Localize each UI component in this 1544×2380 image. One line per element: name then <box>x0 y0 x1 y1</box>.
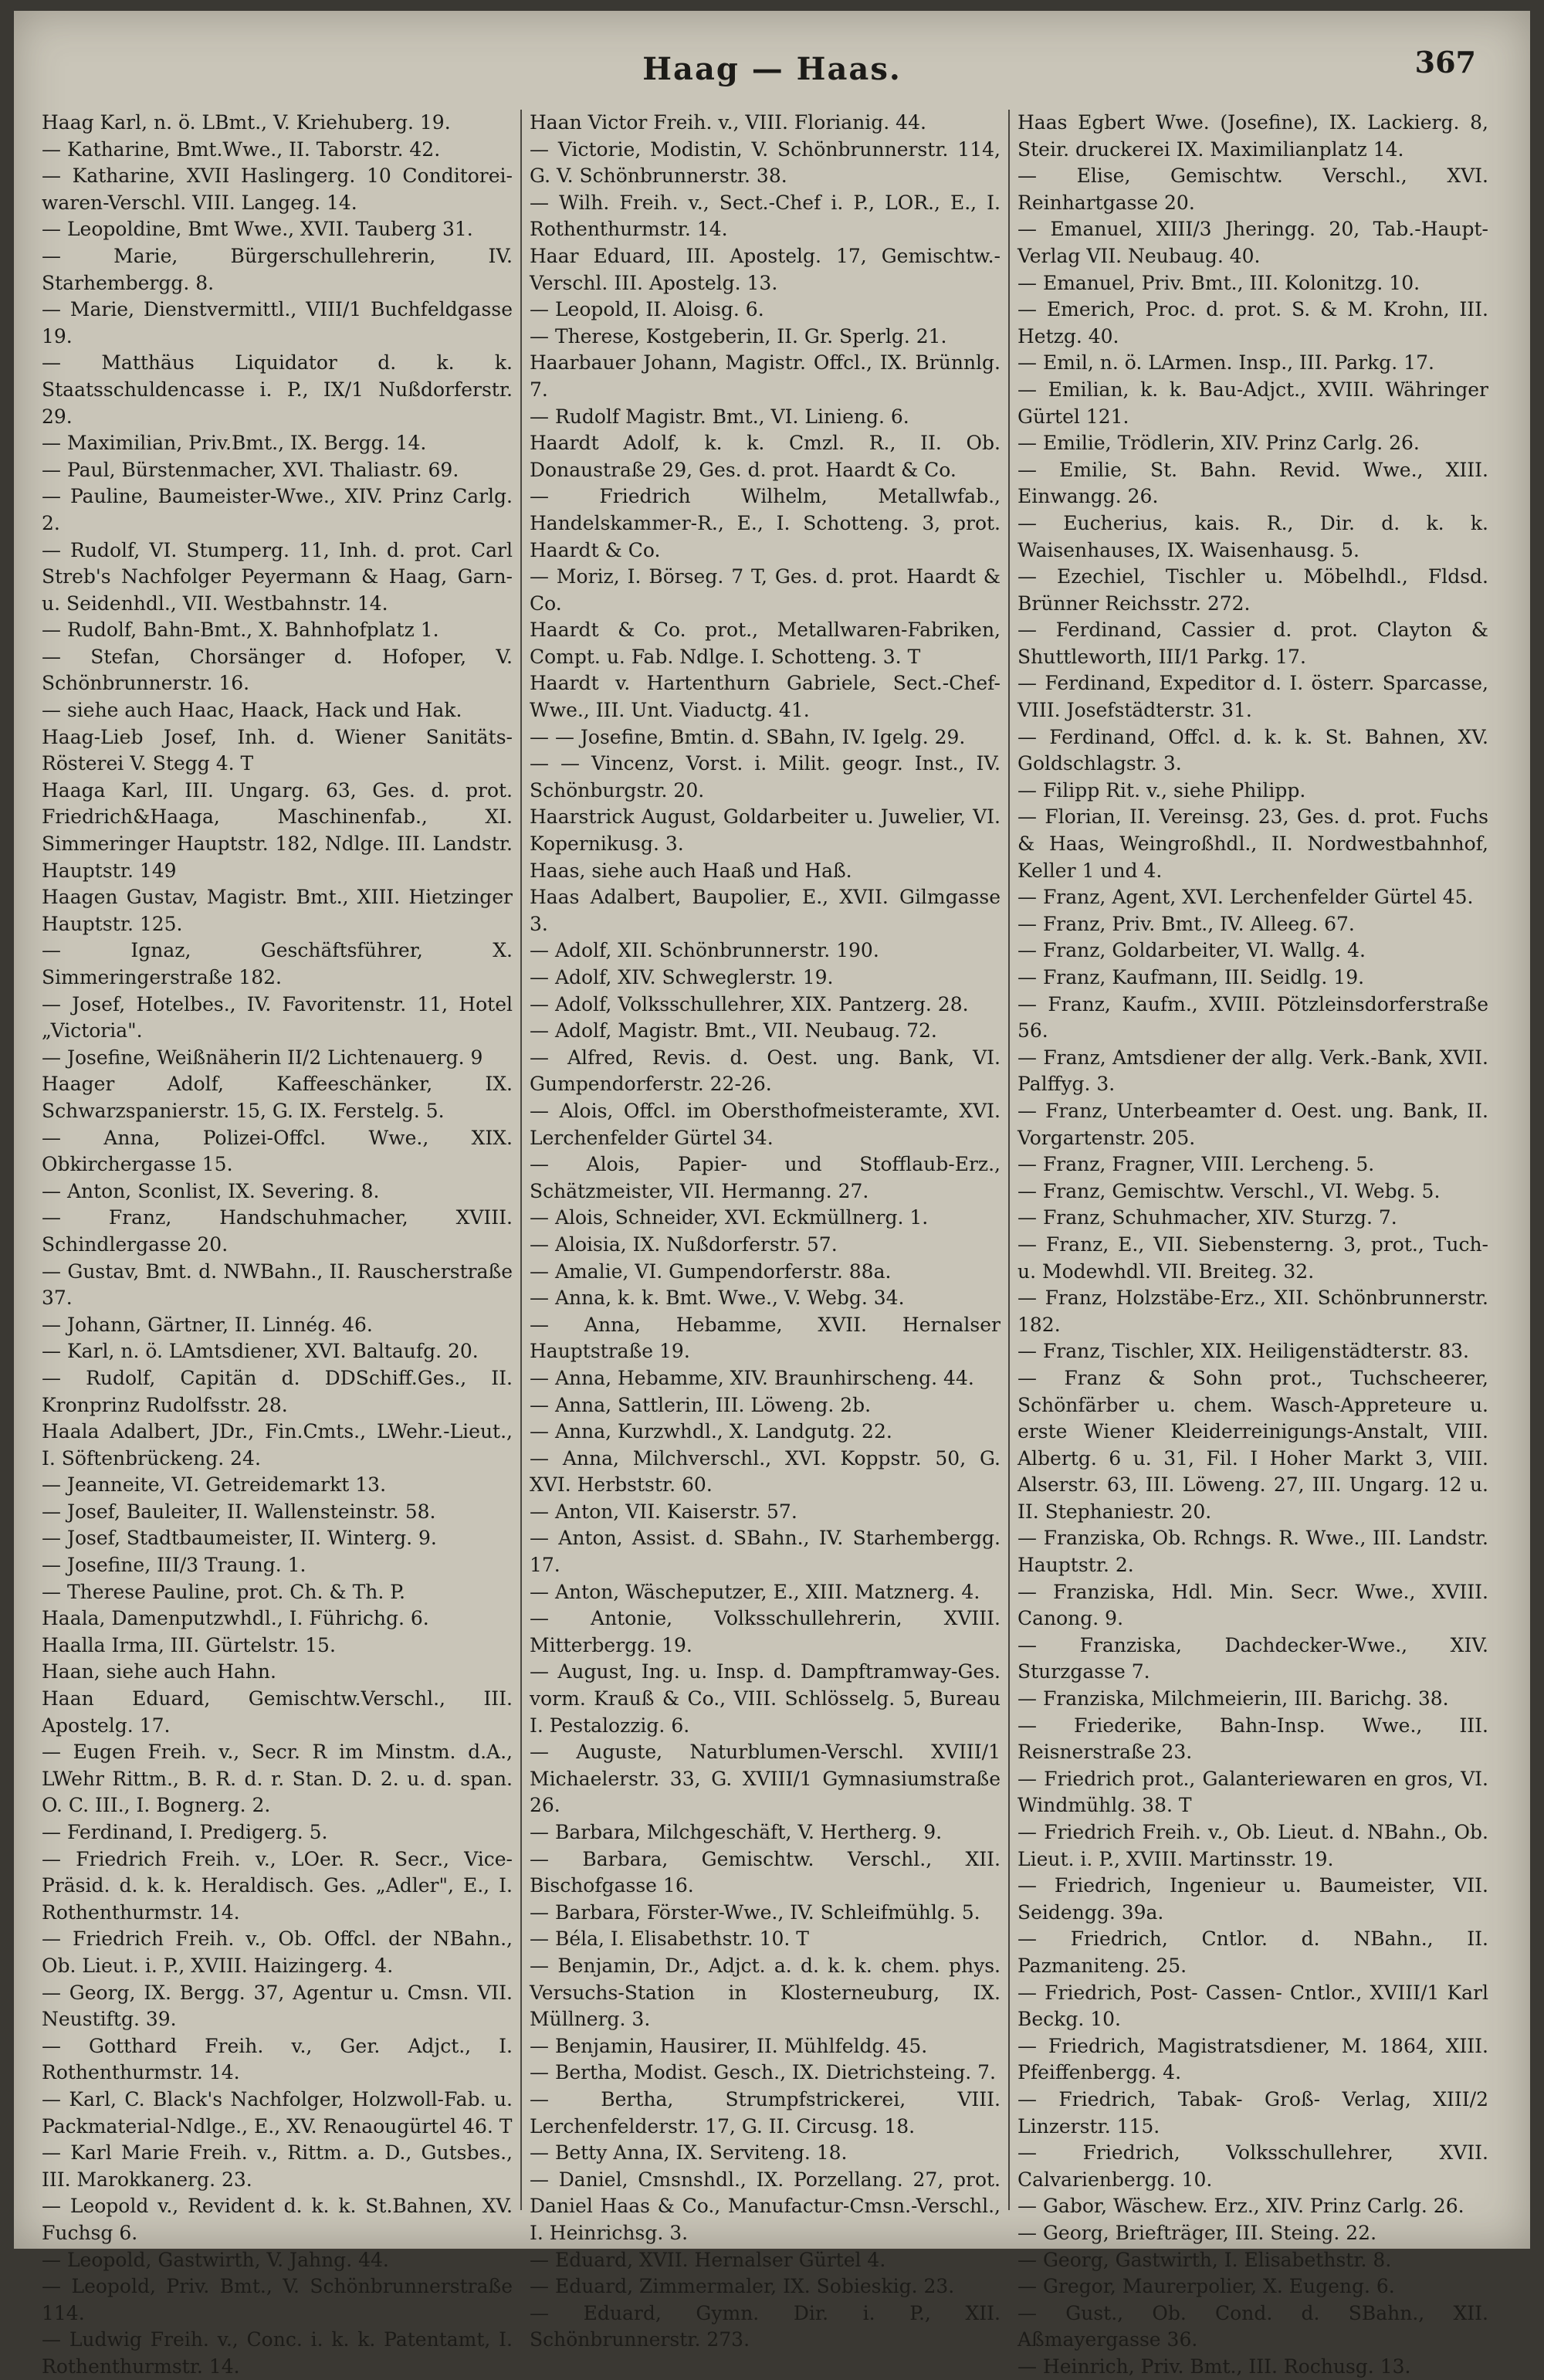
directory-entry: — Friedrich, Cntlor. d. NBahn., II. Pazmaniteng. 25. <box>1017 1927 1488 1977</box>
directory-entry: — Franz, Gemischtw. Verschl., VI. Webg. 5. <box>1017 1179 1441 1202</box>
directory-entry: — Karl Marie Freih. v., Rittm. a. D., Gutsbes., III. Marokkanerg. 23. <box>42 2141 513 2191</box>
directory-entry: — Josefine, III/3 Traung. 1. <box>42 1554 306 1577</box>
directory-entry: — Bertha, Strumpfstrickerei, VIII. Lerchenfelderstr. 17, G. II. Circusg. 18. <box>530 2087 1001 2138</box>
directory-entry: — Josef, Stadtbaumeister, II. Winterg. 9. <box>42 1527 437 1550</box>
directory-entry: — Friedrich, Volksschullehrer, XVII. Calvarienbergg. 10. <box>1017 2141 1488 2191</box>
directory-entry: — Friedrich Freih. v., Ob. Offcl. der NBahn., Ob. Lieut. i. P., XVIII. Haizingerg. 4. <box>42 1927 513 1977</box>
directory-entry: — Emilian, k. k. Bau-Adjct., XVIII. Währinger Gürtel 121. <box>1017 378 1488 428</box>
directory-entry: Haan Victor Freih. v., VIII. Florianig. 44. <box>530 111 926 134</box>
directory-entry: — Emanuel, XIII/3 Jheringg. 20, Tab.-Haupt-Verlag VII. Neubaug. 40. <box>1017 218 1488 267</box>
directory-entry: — Gabor, Wäschew. Erz., XIV. Prinz Carlg. 26. <box>1017 2195 1464 2218</box>
directory-entry: — Anton, VII. Kaiserstr. 57. <box>530 1500 797 1523</box>
directory-entry: — Friedrich, Magistratsdiener, M. 1864, XIII. Pfeiffenbergg. 4. <box>1017 2034 1488 2084</box>
directory-entry: — Ludwig Freih. v., Conc. i. k. k. Patentamt, I. Rothenthurmstr. 14. <box>42 2328 513 2378</box>
directory-entry: — Filipp Rit. v., siehe Philipp. <box>1017 778 1306 802</box>
directory-entry: — Karl, n. ö. LAmtsdiener, XVI. Baltaufg. 20. <box>42 1340 479 1363</box>
directory-entry: — Gotthard Freih. v., Ger. Adjct., I. Rothenthurmstr. 14. <box>42 2034 513 2084</box>
directory-entry: — Heinrich, Priv. Bmt., III. Rochusg. 13. <box>1017 2355 1411 2378</box>
directory-entry: — Daniel, Cmsnshdl., IX. Porzellang. 27, prot. Daniel Haas & Co., Manufactur-Cmsn.-Verschl., I. Heinrichsg. 3. <box>530 2168 1001 2244</box>
directory-entry: — Franz, Kaufmann, III. Seidlg. 19. <box>1017 966 1365 988</box>
directory-entry: Haas, siehe auch Haaß und Haß. <box>530 859 852 882</box>
directory-entry: — Benjamin, Dr., Adjct. a. d. k. k. chem. phys. Versuchs-Station in Klosterneuburg, IX. Müllnerg. 3. <box>530 1954 1001 2031</box>
directory-entry: — Anna, Hebamme, XVII. Hernalser Hauptstraße 19. <box>530 1313 1001 1363</box>
directory-entry: — Pauline, Baumeister-Wwe., XIV. Prinz Carlg. 2. <box>42 485 513 534</box>
directory-entry: — Gregor, Maurerpolier, X. Eugeng. 6. <box>1017 2275 1395 2298</box>
directory-entry: — Florian, II. Vereinsg. 23, Ges. d. prot. Fuchs & Haas, Weingroßhdl., II. Nordwestbahnhof, Keller 1 und 4. <box>1017 805 1488 882</box>
directory-entry: Haan, siehe auch Hahn. <box>42 1660 276 1683</box>
directory-entry: — Alois, Papier- und Stofflaub-Erz., Schätzmeister, VII. Hermanng. 27. <box>530 1153 1001 1202</box>
column-1 <box>42 110 513 2380</box>
directory-entry: — Ferdinand, I. Predigerg. 5. <box>42 1821 328 1843</box>
directory-entry: — Anton, Assist. d. SBahn., IV. Starhembergg. 17. <box>530 1527 1001 1577</box>
directory-entry: — Antonie, Volksschullehrerin, XVIII. Mitterbergg. 19. <box>530 1607 1001 1656</box>
directory-entry: — August, Ing. u. Insp. d. Dampftramway-Ges. vorm. Krauß & Co., VIII. Schlösselg. 5, Bureau I. Pestalozzig. 6. <box>530 1660 1001 1737</box>
directory-entry: — Friederike, Bahn-Insp. Wwe., III. Reisnerstraße 23. <box>1017 1714 1488 1764</box>
directory-entry: — Eucherius, kais. R., Dir. d. k. k. Waisenhauses, IX. Waisenhausg. 5. <box>1017 511 1488 561</box>
directory-entry: — Marie, Dienstvermittl., VIII/1 Buchfeldgasse 19. <box>42 298 513 348</box>
directory-entry: — Katharine, Bmt.Wwe., II. Taborstr. 42. <box>42 137 441 161</box>
directory-entry: — Alois, Offcl. im Obersthofmeisteramte, XVI. Lerchenfelder Gürtel 34. <box>530 1099 1001 1149</box>
directory-entry: — Emerich, Proc. d. prot. S. & M. Krohn, III. Hetzg. 40. <box>1017 298 1488 348</box>
directory-entry: — siehe auch Haac, Haack, Hack und Hak. <box>42 699 462 722</box>
directory-entry: — Karl, C. Black's Nachfolger, Holzwoll-Fab. u. Packmaterial-Ndlge., E., XV. Renaougürtel 46. T <box>42 2087 513 2138</box>
directory-entry: — Leopold, Priv. Bmt., V. Schönbrunnerstraße 114. <box>42 2275 513 2324</box>
directory-entry: — Moriz, I. Börseg. 7 T, Ges. d. prot. Haardt & Co. <box>530 565 1001 615</box>
directory-entry: — Emil, n. ö. LArmen. Insp., III. Parkg. 17. <box>1017 351 1434 375</box>
directory-entry: — — Josefine, Bmtin. d. SBahn, IV. Igelg. 29. <box>530 725 966 748</box>
directory-entry: — Wilh. Freih. v., Sect.-Chef i. P., LOR., E., I. Rothenthurmstr. 14. <box>530 191 1001 241</box>
directory-entry: — Leopold, Gastwirth, V. Jahng. 44. <box>42 2248 389 2271</box>
directory-entry: — Franz, Goldarbeiter, VI. Wallg. 4. <box>1017 939 1366 962</box>
directory-entry: — Friedrich Freih. v., LOer. R. Secr., Vice-Präsid. d. k. k. Heraldisch. Ges. „Adler", E., I. Rothenthurmstr. 14. <box>42 1847 513 1924</box>
directory-entry: — Franz, Unterbeamter d. Oest. ung. Bank, II. Vorgartenstr. 205. <box>1017 1099 1488 1149</box>
directory-entry: — Maximilian, Priv.Bmt., IX. Bergg. 14. <box>42 432 427 455</box>
directory-entry: — Friedrich, Ingenieur u. Baumeister, VII. Seidengg. 39a. <box>1017 1874 1488 1924</box>
directory-entry: — Anna, k. k. Bmt. Wwe., V. Webg. 34. <box>530 1287 905 1310</box>
directory-entry: — Eduard, Zimmermaler, IX. Sobieskig. 23. <box>530 2275 955 2298</box>
column-2 <box>530 110 1001 2354</box>
directory-entry: Haas Egbert Wwe. (Josefine), IX. Lackierg. 8, Steir. druckerei IX. Maximilianplatz 14. <box>1017 111 1488 161</box>
directory-entry: — Gust., Ob. Cond. d. SBahn., XII. Aßmayergasse 36. <box>1017 2301 1488 2351</box>
directory-entry: — Eduard, XVII. Hernalser Gürtel 4. <box>530 2248 886 2271</box>
directory-entry: — Emilie, Trödlerin, XIV. Prinz Carlg. 26. <box>1017 432 1420 455</box>
directory-entry: — Franziska, Dachdecker-Wwe., XIV. Sturzgasse 7. <box>1017 1633 1488 1683</box>
directory-entry: — Paul, Bürstenmacher, XVI. Thaliastr. 69. <box>42 458 459 481</box>
directory-entry: — Leopoldine, Bmt Wwe., XVII. Tauberg 31. <box>42 218 473 241</box>
directory-entry: — Barbara, Milchgeschäft, V. Hertherg. 9. <box>530 1821 943 1843</box>
directory-entry: — Emilie, St. Bahn. Revid. Wwe., XIII. Einwangg. 26. <box>1017 458 1488 508</box>
directory-entry: — Katharine, XVII Haslingerg. 10 Conditorei-waren-Verschl. VIII. Langeg. 14. <box>42 164 513 214</box>
directory-entry: — Benjamin, Hausirer, II. Mühlfeldg. 45. <box>530 2034 928 2057</box>
page-number: 367 <box>1414 45 1476 80</box>
directory-entry: — Adolf, Volksschullehrer, XIX. Pantzerg. 28. <box>530 992 969 1015</box>
directory-entry: — Johann, Gärtner, II. Linnég. 46. <box>42 1313 373 1336</box>
directory-entry: — Marie, Bürgerschullehrerin, IV. Starhembergg. 8. <box>42 244 513 294</box>
directory-entry: — Franz, Schuhmacher, XIV. Sturzg. 7. <box>1017 1206 1397 1229</box>
directory-page <box>14 11 1530 2378</box>
directory-entry: — Anna, Polizei-Offcl. Wwe., XIX. Obkirchergasse 15. <box>42 1126 513 1176</box>
directory-entry: — Franz, Amtsdiener der allg. Verk.-Bank, XVII. Palffyg. 3. <box>1017 1046 1488 1096</box>
directory-entry: — Franz, Agent, XVI. Lerchenfelder Gürtel 45. <box>1017 886 1474 909</box>
directory-entry: — Leopold v., Revident d. k. k. St.Bahnen, XV. Fuchsg 6. <box>42 2195 513 2244</box>
directory-entry: — Ferdinand, Cassier d. prot. Clayton & Shuttleworth, III/1 Parkg. 17. <box>1017 619 1488 668</box>
directory-entry: — Adolf, XIV. Schweglerstr. 19. <box>530 966 834 988</box>
directory-entry: Haag-Lieb Josef, Inh. d. Wiener Sanitäts-Rösterei V. Stegg 4. T <box>42 725 513 775</box>
directory-entry: Haager Adolf, Kaffeeschänker, IX. Schwarzspanierstr. 15, G. IX. Ferstelg. 5. <box>42 1073 513 1122</box>
directory-entry: — Auguste, Naturblumen-Verschl. XVIII/1 Michaelerstr. 33, G. XVIII/1 Gymnasiumstraße 26. <box>530 1741 1001 1817</box>
directory-entry: Haala, Damenputzwhdl., I. Führichg. 6. <box>42 1607 429 1630</box>
column-divider <box>1008 110 1010 2210</box>
directory-entry: — Eugen Freih. v., Secr. R im Minstm. d.A., LWehr Rittm., B. R. d. r. Stan. D. 2. u. d. span. O. C. III., I. Bognerg. 2. <box>42 1741 513 1817</box>
directory-entry: — Franz, E., VII. Siebensterng. 3, prot., Tuch- u. Modewhdl. VII. Breiteg. 32. <box>1017 1232 1488 1283</box>
directory-entry: — Béla, I. Elisabethstr. 10. T <box>530 1927 809 1951</box>
directory-entry: — Franz, Tischler, XIX. Heiligenstädterstr. 83. <box>1017 1340 1469 1363</box>
directory-entry: — Josef, Bauleiter, II. Wallensteinstr. 58. <box>42 1500 436 1523</box>
directory-entry: — Anna, Kurzwhdl., X. Landgutg. 22. <box>530 1420 892 1443</box>
directory-entry: Haala Adalbert, JDr., Fin.Cmts., LWehr.-Lieut., I. Söftenbrückeng. 24. <box>42 1420 513 1470</box>
directory-entry: — Friedrich, Post- Cassen- Cntlor., XVIII/1 Karl Beckg. 10. <box>1017 1981 1488 2031</box>
directory-entry: Haalla Irma, III. Gürtelstr. 15. <box>42 1633 336 1656</box>
directory-entry: — Rudolf Magistr. Bmt., VI. Linieng. 6. <box>530 405 909 428</box>
directory-entry: — Emanuel, Priv. Bmt., III. Kolonitzg. 10. <box>1017 271 1420 294</box>
directory-entry: — Bertha, Modist. Gesch., IX. Dietrichsteing. 7. <box>530 2061 996 2084</box>
directory-entry: — Friedrich prot., Galanteriewaren en gros, VI. Windmühlg. 38. T <box>1017 1767 1488 1817</box>
directory-entry: Haan Eduard, Gemischtw.Verschl., III. Apostelg. 17. <box>42 1687 513 1737</box>
directory-entry: — Georg, IX. Bergg. 37, Agentur u. Cmsn. VII. Neustiftg. 39. <box>42 1981 513 2031</box>
directory-entry: Haag Karl, n. ö. LBmt., V. Kriehuberg. 19. <box>42 111 451 134</box>
directory-entry: Haas Adalbert, Baupolier, E., XVII. Gilmgasse 3. <box>530 886 1001 935</box>
directory-entry: — — Vincenz, Vorst. i. Milit. geogr. Inst., IV. Schönburgstr. 20. <box>530 752 1001 802</box>
directory-entry: — Leopold, II. Aloisg. 6. <box>530 298 764 321</box>
directory-entry: — Rudolf, VI. Stumperg. 11, Inh. d. prot. Carl Streb's Nachfolger Peyermann & Haag, Garn- u. Seidenhdl., VII. Westbahnstr. 14. <box>42 538 513 615</box>
directory-entry: — Georg, Briefträger, III. Steing. 22. <box>1017 2221 1377 2244</box>
directory-entry: — Therese Pauline, prot. Ch. & Th. P. <box>42 1580 405 1603</box>
directory-entry: — Gustav, Bmt. d. NWBahn., II. Rauscherstraße 37. <box>42 1260 513 1310</box>
directory-entry: — Amalie, VI. Gumpendorferstr. 88a. <box>530 1260 892 1283</box>
directory-entry: — Franz, Fragner, VIII. Lercheng. 5. <box>1017 1153 1375 1176</box>
directory-entry: Haardt Adolf, k. k. Cmzl. R., II. Ob. Donaustraße 29, Ges. d. prot. Haardt & Co. <box>530 432 1001 481</box>
directory-entry: — Franziska, Hdl. Min. Secr. Wwe., XVIII. Canong. 9. <box>1017 1580 1488 1630</box>
directory-entry: Haaga Karl, III. Ungarg. 63, Ges. d. prot. Friedrich&Haaga, Maschinenfab., XI. Simmeringer Hauptstr. 182, Ndlge. III. Landstr. Hauptstr. 149 <box>42 778 513 882</box>
directory-entry: — Josefine, Weißnäherin II/2 Lichtenauerg. 9 <box>42 1046 483 1069</box>
directory-entry: — Victorie, Modistin, V. Schönbrunnerstr. 114, G. V. Schönbrunnerstr. 38. <box>530 137 1001 188</box>
directory-entry: — Alois, Schneider, XVI. Eckmüllnerg. 1. <box>530 1206 929 1229</box>
directory-entry: — Elise, Gemischtw. Verschl., XVI. Reinhartgasse 20. <box>1017 164 1488 214</box>
directory-entry: — Ferdinand, Offcl. d. k. k. St. Bahnen, XV. Goldschlagstr. 3. <box>1017 725 1488 775</box>
directory-entry: — Alfred, Revis. d. Oest. ung. Bank, VI. Gumpendorferstr. 22-26. <box>530 1046 1001 1096</box>
directory-entry: — Franz, Priv. Bmt., IV. Alleeg. 67. <box>1017 912 1355 935</box>
directory-entry: — Josef, Hotelbes., IV. Favoritenstr. 11, Hotel „Victoria". <box>42 992 513 1043</box>
directory-entry: — Franz, Kaufm., XVIII. Pötzleinsdorferstraße 56. <box>1017 992 1488 1043</box>
directory-entry: Haardt v. Hartenthurn Gabriele, Sect.-Chef-Wwe., III. Unt. Viaductg. 41. <box>530 672 1001 722</box>
directory-entry: Haarstrick August, Goldarbeiter u. Juwelier, VI. Kopernikusg. 3. <box>530 805 1001 856</box>
directory-entry: — Barbara, Förster-Wwe., IV. Schleifmühlg. 5. <box>530 1900 980 1924</box>
directory-entry: Haarbauer Johann, Magistr. Offcl., IX. Brünnlg. 7. <box>530 351 1001 401</box>
directory-entry: — Anton, Wäscheputzer, E., XIII. Matznerg. 4. <box>530 1580 980 1603</box>
directory-entry: — Adolf, XII. Schönbrunnerstr. 190. <box>530 939 879 962</box>
column-divider <box>520 110 522 2210</box>
directory-entry: — Franziska, Ob. Rchngs. R. Wwe., III. Landstr. Hauptstr. 2. <box>1017 1527 1488 1577</box>
directory-entry: — Franz & Sohn prot., Tuchscheerer, Schönfärber u. chem. Wasch-Appreteure u. erste Wiener Kleiderreinigungs-Anstalt, VIII. Albertg. 6 u. 31, Fil. I Hoher Markt 3, VIII. Alserstr. 63, III. Löweng. 27, III. Ungarg. 12 u. II. Stephaniestr. 20. <box>1017 1366 1488 1523</box>
directory-entry: — Friedrich, Tabak- Groß- Verlag, XIII/2 Linzerstr. 115. <box>1017 2087 1488 2138</box>
directory-entry: — Ferdinand, Expeditor d. I. österr. Sparcasse, VIII. Josefstädterstr. 31. <box>1017 672 1488 722</box>
directory-entry: — Friedrich Freih. v., Ob. Lieut. d. NBahn., Ob. Lieut. i. P., XVIII. Martinsstr. 19. <box>1017 1821 1488 1870</box>
directory-entry: — Anton, Sconlist, IX. Severing. 8. <box>42 1179 380 1202</box>
directory-entry: — Therese, Kostgeberin, II. Gr. Sperlg. 21. <box>530 324 947 348</box>
directory-entry: — Ezechiel, Tischler u. Möbelhdl., Fldsd. Brünner Reichsstr. 272. <box>1017 565 1488 615</box>
directory-entry: — Aloisia, IX. Nußdorferstr. 57. <box>530 1232 838 1256</box>
page-title: Haag — Haas. <box>642 51 902 87</box>
directory-entry: Haar Eduard, III. Apostelg. 17, Gemischtw.-Verschl. III. Apostelg. 13. <box>530 244 1001 294</box>
directory-entry: — Rudolf, Capitän d. DDSchiff.Ges., II. Kronprinz Rudolfsstr. 28. <box>42 1366 513 1416</box>
directory-entry: — Matthäus Liquidator d. k. k. Staatsschuldencasse i. P., IX/1 Nußdorferstr. 29. <box>42 351 513 428</box>
directory-entry: — Friedrich Wilhelm, Metallwfab., Handelskammer-R., E., I. Schotteng. 3, prot. Haardt & Co. <box>530 485 1001 561</box>
directory-entry: — Stefan, Chorsänger d. Hofoper, V. Schönbrunnerstr. 16. <box>42 645 513 695</box>
directory-entry: Haardt & Co. prot., Metallwaren-Fabriken, Compt. u. Fab. Ndlge. I. Schotteng. 3. T <box>530 619 1001 668</box>
directory-entry: — Anna, Hebamme, XIV. Braunhirscheng. 44. <box>530 1366 974 1389</box>
directory-entry: — Jeanneite, VI. Getreidemarkt 13. <box>42 1473 387 1497</box>
directory-entry: — Franziska, Milchmeierin, III. Barichg. 38. <box>1017 1687 1449 1710</box>
column-3 <box>1017 110 1488 2380</box>
directory-entry: Haagen Gustav, Magistr. Bmt., XIII. Hietzinger Hauptstr. 125. <box>42 886 513 935</box>
directory-entry: — Adolf, Magistr. Bmt., VII. Neubaug. 72. <box>530 1019 937 1043</box>
directory-entry: — Franz, Handschuhmacher, XVIII. Schindlergasse 20. <box>42 1206 513 1256</box>
directory-entry: — Rudolf, Bahn-Bmt., X. Bahnhofplatz 1. <box>42 619 439 642</box>
directory-entry: — Eduard, Gymn. Dir. i. P., XII. Schönbrunnerstr. 273. <box>530 2301 1001 2351</box>
directory-entry: — Anna, Sattlerin, III. Löweng. 2b. <box>530 1393 872 1416</box>
directory-entry: — Betty Anna, IX. Serviteng. 18. <box>530 2141 848 2165</box>
directory-entry: — Anna, Milchverschl., XVI. Koppstr. 50, G. XVI. Herbststr. 60. <box>530 1446 1001 1497</box>
directory-entry: — Franz, Holzstäbe-Erz., XII. Schönbrunnerstr. 182. <box>1017 1287 1488 1336</box>
directory-entry: — Barbara, Gemischtw. Verschl., XII. Bischofgasse 16. <box>530 1847 1001 1897</box>
directory-entry: — Ignaz, Geschäftsführer, X. Simmeringerstraße 182. <box>42 939 513 988</box>
directory-entry: — Georg, Gastwirth, I. Elisabethstr. 8. <box>1017 2248 1392 2271</box>
